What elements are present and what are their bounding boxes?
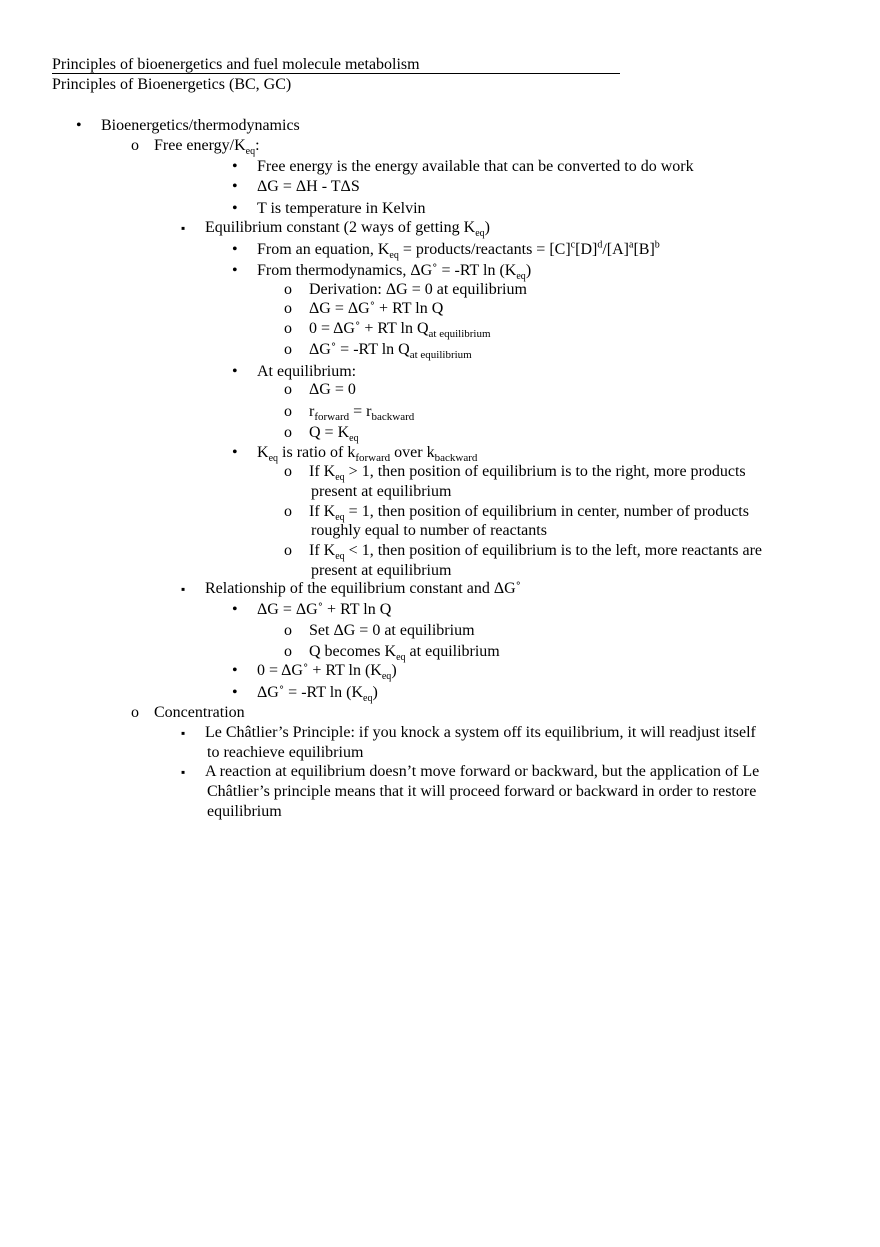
- bullet-dot: •: [232, 262, 238, 279]
- bullet-dot: •: [232, 601, 238, 618]
- outline-relationship: Relationship of the equilibrium constant and ΔG˚: [205, 580, 522, 597]
- bullet-dot: •: [232, 158, 238, 175]
- bullet-dot: •: [232, 363, 238, 380]
- bullet-circle: o: [131, 137, 139, 154]
- relationship-eq2: 0 = ΔG˚ + RT $\ln (K_{eq})$: [257, 662, 397, 683]
- bullet-circle: o: [284, 542, 292, 559]
- thermo-item: ΔG = ΔG˚ + RT ln Q: [309, 300, 444, 317]
- bullet-circle: o: [131, 704, 139, 721]
- outline-equilibrium-constant: Equilibrium constant (2 ways of getting $K_{eq}$): [205, 219, 490, 240]
- free-energy-item: Free energy is the energy available that can be converted to do work: [257, 158, 694, 175]
- bullet-circle: o: [284, 424, 292, 441]
- keq-ratio: $K_{eq}$ is ratio of $k_{forward}$ over $k_{backward}$: [257, 444, 478, 465]
- bullet-dot: •: [76, 117, 82, 134]
- keq-from-thermodynamics: From thermodynamics, ΔG˚ = -RT $\ln (K_{eq})$: [257, 262, 532, 283]
- bullet-dot: •: [232, 444, 238, 461]
- bullet-dot: •: [232, 684, 238, 701]
- keq-from-equation: From an equation, $K_{eq}$ = products/reactants = $[C]^c[D]^d/[A]^a[B]^b$: [257, 239, 660, 262]
- relationship-eq1: ΔG = ΔG˚ + RT ln Q: [257, 601, 392, 618]
- bullet-circle: o: [284, 341, 292, 358]
- bullet-circle: o: [284, 503, 292, 520]
- bullet-dot: •: [232, 200, 238, 217]
- bullet-circle: o: [284, 320, 292, 337]
- bullet-circle: o: [284, 281, 292, 298]
- keq-ratio-item-cont: roughly equal to number of reactants: [311, 522, 547, 539]
- document-subtitle: Principles of Bioenergetics (BC, GC): [52, 76, 292, 93]
- bullet-dot: •: [232, 662, 238, 679]
- thermo-item: Derivation: ΔG = 0 at equilibrium: [309, 281, 527, 298]
- bullet-circle: o: [284, 622, 292, 639]
- bullet-square: ▪: [181, 765, 186, 779]
- at-eq-item: $Q = K_{eq}$: [309, 424, 359, 445]
- keq-ratio-item: If $K_{eq} = 1$, then position of equilibrium in center, number of products: [309, 503, 749, 524]
- free-energy-item: ΔG = ΔH - TΔS: [257, 178, 360, 195]
- bullet-square: ▪: [181, 221, 186, 235]
- thermo-item: ΔG˚ = -RT $\ln Q_{at equilibrium}$: [309, 341, 472, 362]
- bullet-square: ▪: [181, 726, 186, 740]
- relationship-sub: Set ΔG = 0 at equilibrium: [309, 622, 475, 639]
- thermo-item: 0 = ΔG˚ + RT $\ln Q_{at equilibrium}$: [309, 320, 491, 341]
- bullet-circle: o: [284, 300, 292, 317]
- concentration-item-cont: to reachieve equilibrium: [207, 744, 364, 761]
- document-title: Principles of bioenergetics and fuel molecule metabolism: [52, 56, 420, 73]
- relationship-sub: Q becomes $K_{eq}$ at equilibrium: [309, 643, 500, 664]
- outline-concentration: Concentration: [154, 704, 245, 721]
- concentration-item-cont: Châtlier’s principle means that it will proceed forward or backward in order to restore: [207, 783, 757, 800]
- bullet-dot: •: [232, 178, 238, 195]
- bullet-dot: •: [232, 241, 238, 258]
- keq-ratio-item: If $K_{eq} > 1$, then position of equilibrium is to the right, more products: [309, 463, 746, 484]
- concentration-item-cont: equilibrium: [207, 803, 282, 820]
- outline-bioenergetics: Bioenergetics/thermodynamics: [101, 117, 300, 134]
- keq-ratio-item-cont: present at equilibrium: [311, 483, 452, 500]
- bullet-circle: o: [284, 463, 292, 480]
- bullet-circle: o: [284, 643, 292, 660]
- concentration-item: A reaction at equilibrium doesn’t move forward or backward, but the application of Le: [205, 763, 760, 780]
- at-equilibrium-label: At equilibrium:: [257, 363, 357, 380]
- keq-ratio-item-cont: present at equilibrium: [311, 562, 452, 579]
- at-eq-item: $r_{forward} = r_{backward}$: [309, 403, 415, 424]
- concentration-item: Le Châtlier’s Principle: if you knock a system off its equilibrium, it will readjust itself: [205, 724, 756, 741]
- keq-ratio-item: If $K_{eq} < 1$, then position of equilibrium is to the left, more reactants are: [309, 542, 763, 563]
- bullet-circle: o: [284, 381, 292, 398]
- bullet-square: ▪: [181, 582, 186, 596]
- bullet-circle: o: [284, 403, 292, 420]
- outline-free-energy: Free energy/$K_{eq}$:: [154, 137, 260, 158]
- free-energy-item: T is temperature in Kelvin: [257, 200, 426, 217]
- relationship-eq3: ΔG˚ = -RT $\ln (K_{eq})$: [257, 684, 378, 705]
- at-eq-item: ΔG = 0: [309, 381, 356, 398]
